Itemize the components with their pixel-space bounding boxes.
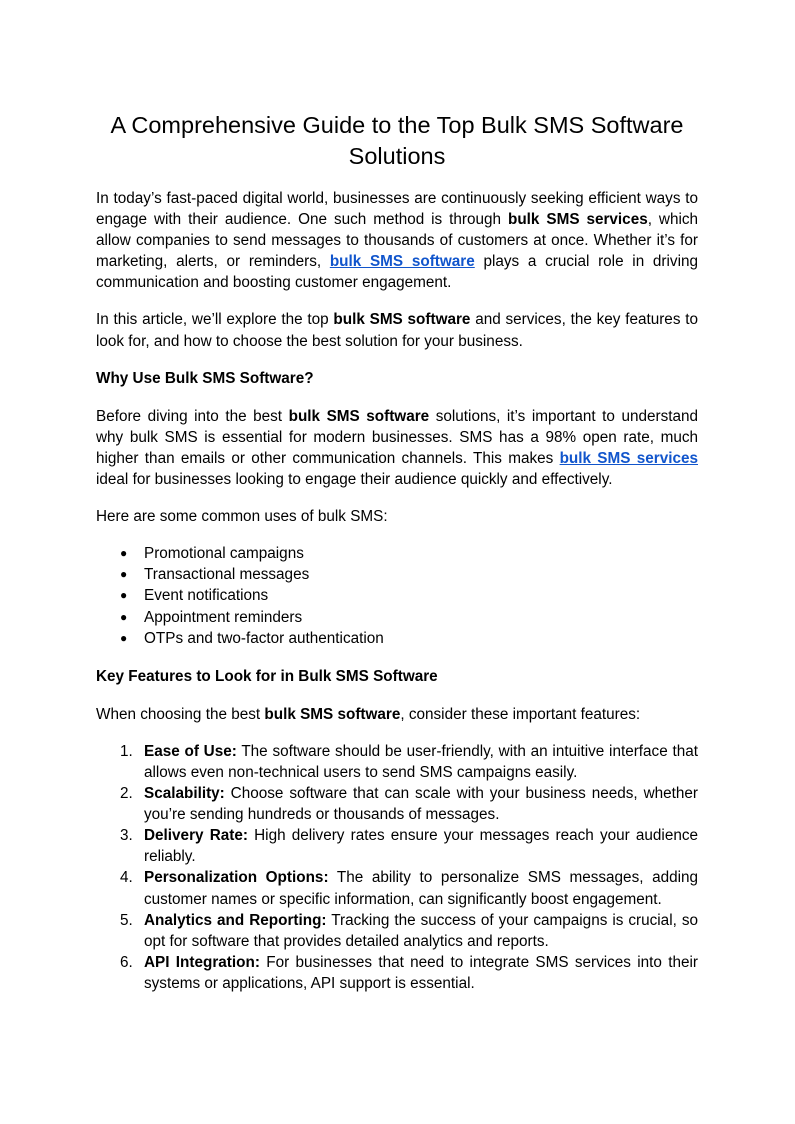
feature-item [96, 783, 698, 825]
article-overview-paragraph [96, 309, 698, 351]
feature-number: 4. [120, 869, 133, 887]
overview-text-2: and services, the key features to look for, and how to choose the best solution for your business. [96, 311, 698, 350]
feature-text: The ability to personalize SMS messages, adding customer names or specific information, can significantly boost engagement. [144, 869, 699, 908]
feature-item [96, 910, 698, 952]
why-text-2: solutions, it’s important to understand why bulk SMS is essential for modern businesses. SMS has a 98% open rate, much higher than emails or other communication channels. This makes [96, 407, 699, 467]
intro-text-3: plays a crucial role in driving communication and boosting customer engagement. [96, 253, 698, 292]
feature-item [96, 952, 698, 994]
features-text-2: , consider these important features: [400, 705, 641, 723]
page-title: A Comprehensive Guide to the Top Bulk SMS Software Solutions [110, 112, 684, 169]
feature-number: 6. [120, 953, 133, 971]
section-heading-key-features: Key Features to Look for in Bulk SMS Software [96, 667, 438, 685]
feature-item [96, 867, 698, 909]
document-page [96, 110, 698, 994]
features-text-1: When choosing the best [96, 705, 265, 723]
feature-label: Delivery Rate: [144, 827, 248, 845]
why-text-3: ideal for businesses looking to engage their audience quickly and effectively. [96, 471, 613, 489]
intro-bold-services: bulk SMS services [507, 211, 648, 229]
intro-paragraph [96, 188, 698, 293]
list-item: ● Transactional messages [96, 564, 698, 585]
feature-label: Ease of Use: [144, 742, 237, 760]
feature-text: High delivery rates ensure your messages reach your audience reliably. [144, 827, 698, 866]
feature-number: 3. [120, 827, 133, 845]
feature-text: For businesses that need to integrate SMS services into their systems or applications, API support is essential. [144, 953, 698, 992]
intro-text-2: , which allow companies to send messages to thousands of customers at once. Whether it’s for marketing, alerts, or reminders, [96, 211, 699, 271]
intro-text-1: In today’s fast-paced digital world, businesses are continuously seeking efficient ways to engage with their audience. One such method is through [96, 190, 698, 229]
list-item: ● Appointment reminders [96, 607, 698, 628]
feature-label: Analytics and Reporting: [144, 911, 327, 929]
features-bold-software: bulk SMS software [264, 705, 401, 723]
feature-item [96, 825, 698, 867]
feature-item [96, 741, 698, 783]
feature-label: Scalability: [144, 785, 225, 803]
overview-bold-software: bulk SMS software [333, 311, 471, 329]
feature-number: 1. [120, 742, 133, 760]
feature-number: 2. [120, 785, 133, 803]
section-heading-why-use: Why Use Bulk SMS Software? [96, 369, 314, 387]
why-use-paragraph [96, 406, 698, 490]
features-list [96, 741, 698, 994]
feature-text: Choose software that can scale with your business needs, whether you’re sending hundreds or thousands of messages. [144, 785, 698, 824]
bulk-sms-software-link[interactable]: bulk SMS software [329, 253, 475, 271]
feature-number: 5. [120, 911, 133, 929]
feature-text: Tracking the success of your campaigns is crucial, so opt for software that provides detailed analytics and reports. [144, 911, 698, 950]
why-text-1: Before diving into the best [96, 407, 289, 425]
why-bold-software: bulk SMS software [288, 407, 430, 425]
bulk-sms-services-link[interactable]: bulk SMS services [559, 449, 698, 467]
uses-intro: Here are some common uses of bulk SMS: [96, 508, 388, 526]
feature-label: Personalization Options: [144, 869, 329, 887]
list-item: ● OTPs and two-factor authentication [96, 628, 698, 649]
feature-label: API Integration: [144, 953, 260, 971]
list-item: ● Event notifications [96, 585, 698, 606]
features-intro [96, 704, 698, 725]
list-item: ● Promotional campaigns [96, 543, 698, 564]
feature-text: The software should be user-friendly, with an intuitive interface that allows even non-technical users to send SMS campaigns easily. [144, 742, 698, 781]
uses-list [96, 543, 698, 648]
overview-text-1: In this article, we’ll explore the top [96, 311, 334, 329]
